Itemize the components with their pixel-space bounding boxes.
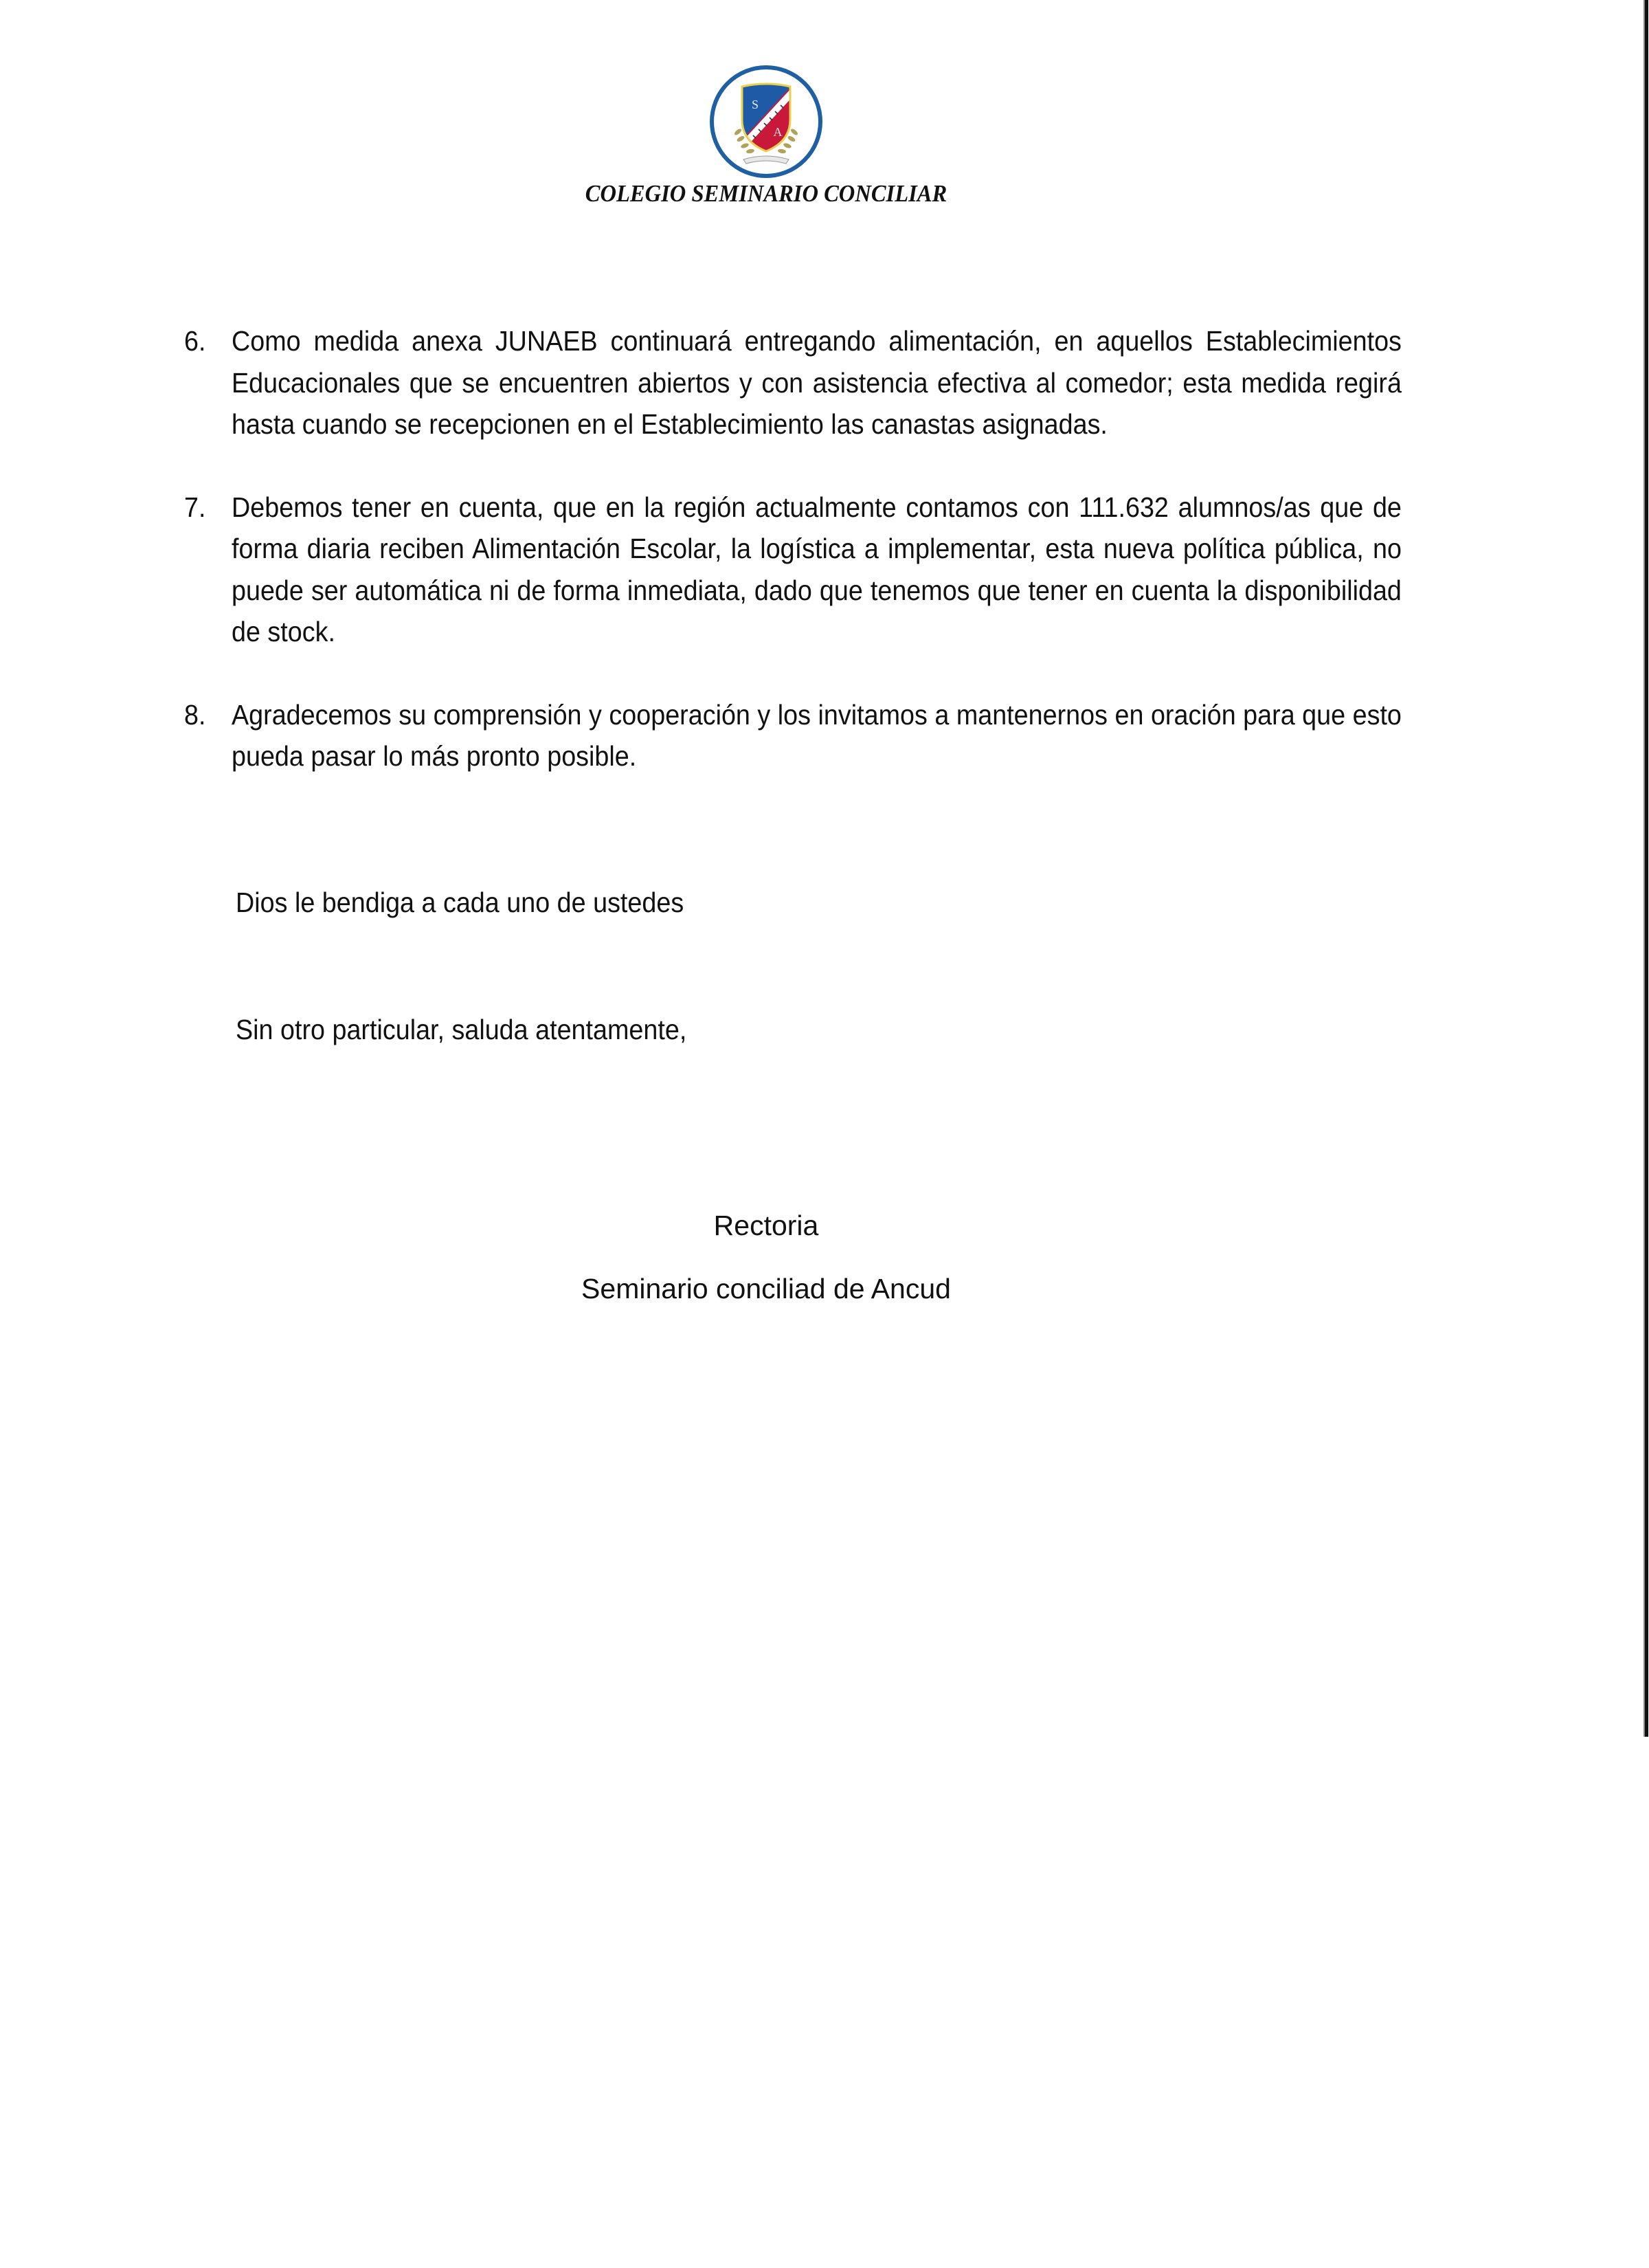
numbered-list [184, 320, 1402, 819]
svg-text:A: A [773, 125, 783, 139]
list-item [184, 320, 1402, 445]
list-item-number: 7. [184, 491, 206, 523]
list-item-number: 8. [184, 698, 206, 731]
page-edge-divider [1645, 0, 1648, 1737]
svg-text:S: S [751, 98, 759, 111]
signature-role: Rectoria [713, 1210, 819, 1241]
list-item [184, 487, 1402, 653]
list-item [184, 694, 1402, 777]
blessing-text: Dios le bendiga a cada uno de ustedes [236, 887, 684, 918]
school-name-heading: COLEGIO SEMINARIO CONCILIAR [585, 180, 947, 207]
list-item-text: Agradecemos su comprensión y cooperación y los invitamos a mantenernos en oración para que esto pueda pasar lo más pronto posible. [232, 698, 1402, 772]
list-item-number: 6. [184, 325, 206, 357]
signature-organization: Seminario conciliad de Ancud [581, 1273, 951, 1304]
school-crest-icon [709, 65, 823, 179]
list-item-text: Como medida anexa JUNAEB continuará entregando alimentación, en aquellos Establecimientos Educacionales que se encuentren abiertos y con asistencia efectiva al comedor; esta medida regirá hasta cuando se recepcionen en el Establecimiento las canastas asignadas. [232, 325, 1402, 440]
closing-text: Sin otro particular, saluda atentamente, [236, 1014, 687, 1045]
list-item-text: Debemos tener en cuenta, que en la región actualmente contamos con 111.632 alumnos/as que de forma diaria reciben Alimentación Escolar, la logística a implementar, esta nueva política pública, no puede ser automática ni de forma inmediata, dado que tenemos que tener en cuenta la disponibilidad de stock. [232, 491, 1402, 647]
